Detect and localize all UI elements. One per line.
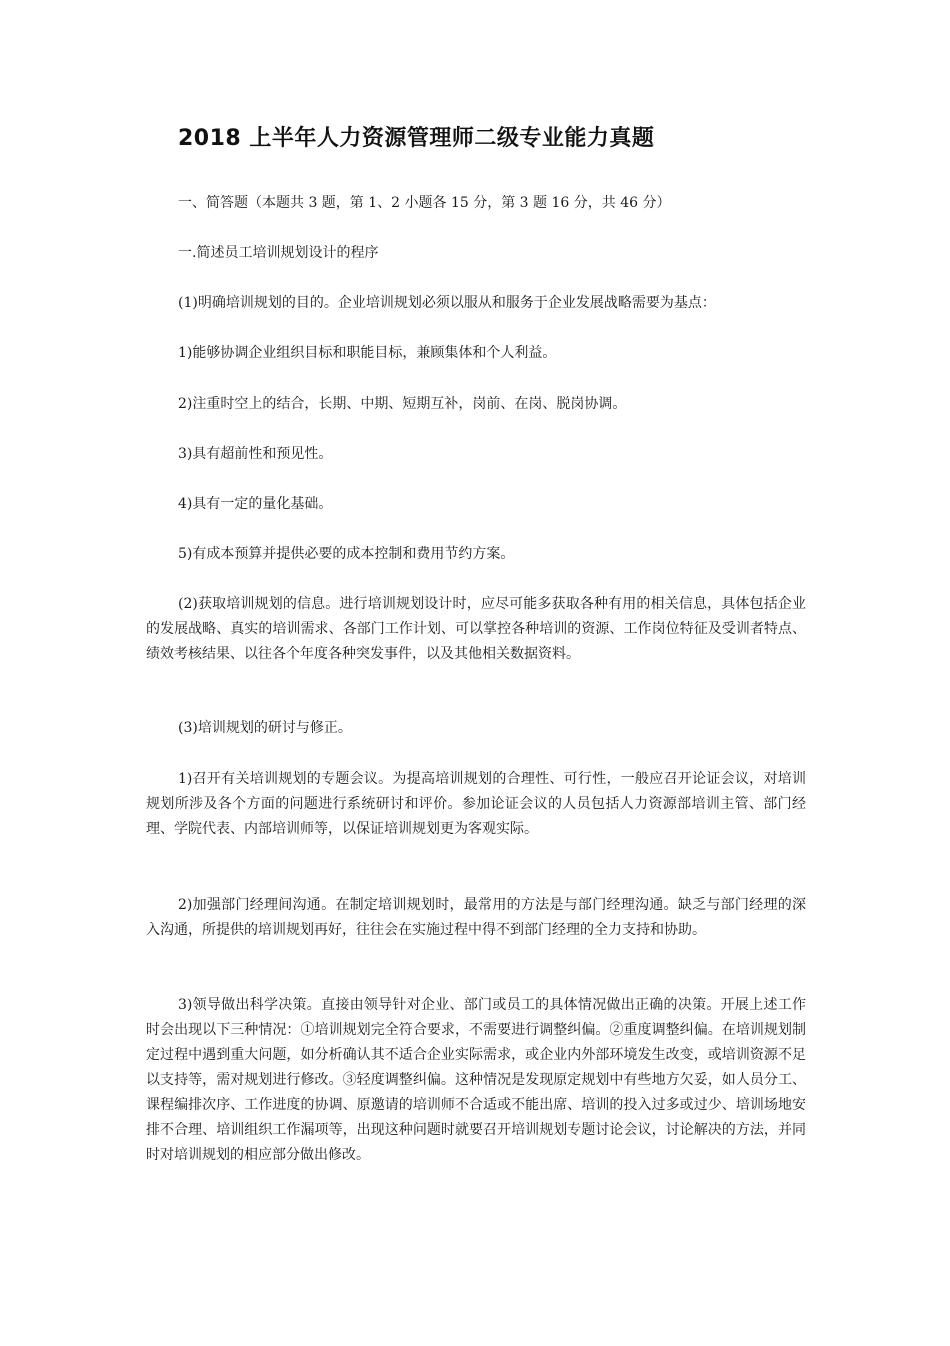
document-title: 2018 上半年人力资源管理师二级专业能力真题: [178, 126, 655, 151]
step-3-heading: (3)培训规划的研讨与修正。: [178, 720, 352, 736]
question-heading: 一.简述员工培训规划设计的程序: [178, 245, 379, 261]
step-1-item: 1)能够协调企业组织目标和职能目标，兼顾集体和个人利益。: [178, 345, 557, 361]
step-3-item: 3)领导做出科学决策。直接由领导针对企业、部门或员工的具体情况做出正确的决策。开展上述工作时会出现以下三种情况：①培训规划完全符合要求，不需要进行调整纠偏。②重度调整纠偏。在培训规划制定过程中遇到重大问题，如分析确认其不适合企业实际需求，或企业内外部环境发生改变，或培训资源不足以支持等，需对规划进行修改。③轻度调整纠偏。这种情况是发现原定规划中有些地方欠妥，如人员分工、课程编排次序、工作进度的协调、原邀请的培训师不合适或不能出席、培训的投入过多或过少、培训场地安排不合理、培训组织工作漏项等，出现这种问题时就要召开培训规划专题讨论会议，讨论解决的方法，并同时对培训规划的相应部分做出修改。: [146, 997, 806, 1163]
step-1-item: 5)有成本预算并提供必要的成本控制和费用节约方案。: [178, 546, 515, 562]
step-1-item: 4)具有一定的量化基础。: [178, 496, 333, 512]
step-1-paragraph: (1)明确培训规划的目的。企业培训规划必须以服从和服务于企业发展战略需要为基点：: [178, 295, 716, 311]
step-2-paragraph: (2)获取培训规划的信息。进行培训规划设计时，应尽可能多获取各种有用的相关信息，具体包括企业的发展战略、真实的培训需求、各部门工作计划、可以掌控各种培训的资源、工作岗位特征及受训者特点、绩效考核结果、以往各个年度各种突发事件，以及其他相关数据资料。: [146, 596, 806, 662]
step-1-item: 3)具有超前性和预见性。: [178, 446, 333, 462]
section-header: 一、简答题（本题共 3 题，第 1、2 小题各 15 分，第 3 题 16 分，共 46 分）: [178, 195, 671, 211]
step-3-item: 1)召开有关培训规划的专题会议。为提高培训规划的合理性、可行性，一般应召开论证会议，对培训规划所涉及各个方面的问题进行系统研讨和评价。参加论证会议的人员包括人力资源部培训主管、部门经理、学院代表、内部培训师等，以保证培训规划更为客观实际。: [146, 771, 806, 837]
step-3-item: 2)加强部门经理间沟通。在制定培训规划时，最常用的方法是与部门经理沟通。缺乏与部门经理的深入沟通，所提供的培训规划再好，往往会在实施过程中得不到部门经理的全力支持和协助。: [146, 897, 806, 938]
step-1-item: 2)注重时空上的结合，长期、中期、短期互补，岗前、在岗、脱岗协调。: [178, 396, 627, 412]
